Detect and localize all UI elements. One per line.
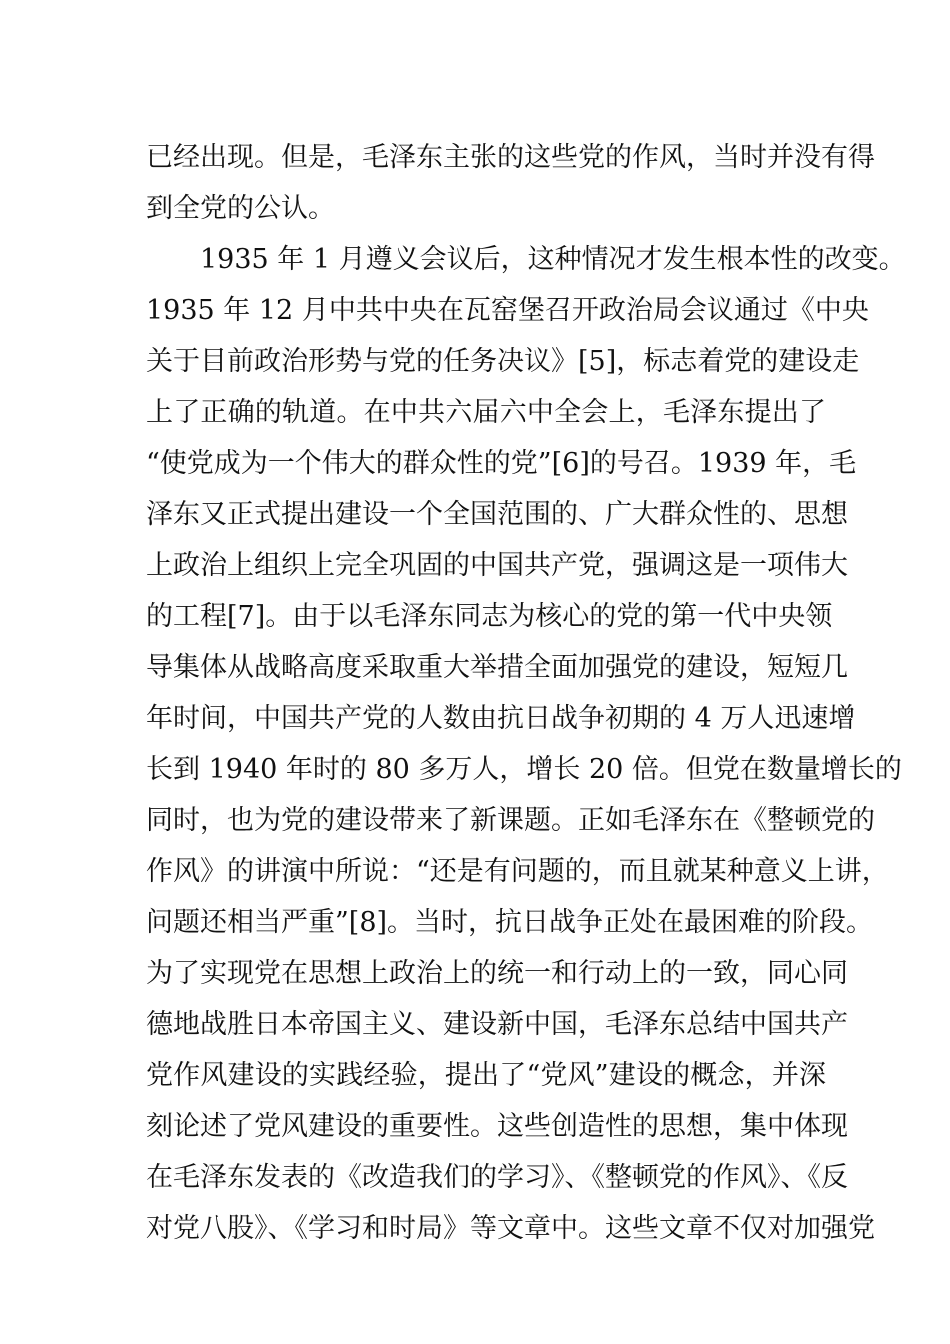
text-line: 为了实现党在思想上政治上的统一和行动上的一致，同心同 (146, 958, 848, 989)
document-body (146, 132, 906, 1254)
text-line: 在毛泽东发表的《改造我们的学习》、《整顿党的作风》、《反 (146, 1162, 848, 1193)
text-line: 党作风建设的实践经验，提出了“党风”建设的概念，并深 (146, 1060, 826, 1091)
text-line: 同时，也为党的建设带来了新课题。正如毛泽东在《整顿党的 (146, 805, 875, 836)
text-line: 1935 年 1 月遵义会议后，这种情况才发生根本性的改变。 (200, 244, 906, 275)
paragraph-1 (146, 132, 875, 234)
paragraph-2 (146, 234, 906, 1254)
text-line: 刻论述了党风建设的重要性。这些创造性的思想，集中体现 (146, 1111, 848, 1142)
text-line: 对党八股》、《学习和时局》等文章中。这些文章不仅对加强党 (146, 1213, 875, 1244)
text-line: 德地战胜日本帝国主义、建设新中国，毛泽东总结中国共产 (146, 1009, 848, 1040)
text-line: 作风》的讲演中所说：“还是有问题的，而且就某种意义上讲， (146, 856, 889, 887)
text-line: 1935 年 12 月中共中央在瓦窑堡召开政治局会议通过《中央 (146, 295, 869, 326)
text-line: 关于目前政治形势与党的任务决议》[5]，标志着党的建设走 (146, 346, 860, 377)
text-line: 上了正确的轨道。在中共六届六中全会上，毛泽东提出了 (146, 397, 826, 428)
text-line: 上政治上组织上完全巩固的中国共产党，强调这是一项伟大 (146, 550, 848, 581)
text-line: 的工程[7]。由于以毛泽东同志为核心的党的第一代中央领 (146, 601, 833, 632)
text-line: 问题还相当严重”[8]。当时，抗日战争正处在最困难的阶段。 (146, 907, 874, 938)
text-line: 已经出现。但是，毛泽东主张的这些党的作风，当时并没有得 (146, 142, 875, 173)
text-line: 长到 1940 年时的 80 多万人，增长 20 倍。但党在数量增长的 (146, 754, 902, 785)
text-line: 导集体从战略高度采取重大举措全面加强党的建设，短短几 (146, 652, 848, 683)
text-line: 年时间，中国共产党的人数由抗日战争初期的 4 万人迅速增 (146, 703, 856, 734)
text-line: “使党成为一个伟大的群众性的党”[6]的号召。1939 年，毛 (146, 448, 857, 479)
text-line: 到全党的公认。 (146, 193, 335, 224)
text-line: 泽东又正式提出建设一个全国范围的、广大群众性的、思想 (146, 499, 848, 530)
